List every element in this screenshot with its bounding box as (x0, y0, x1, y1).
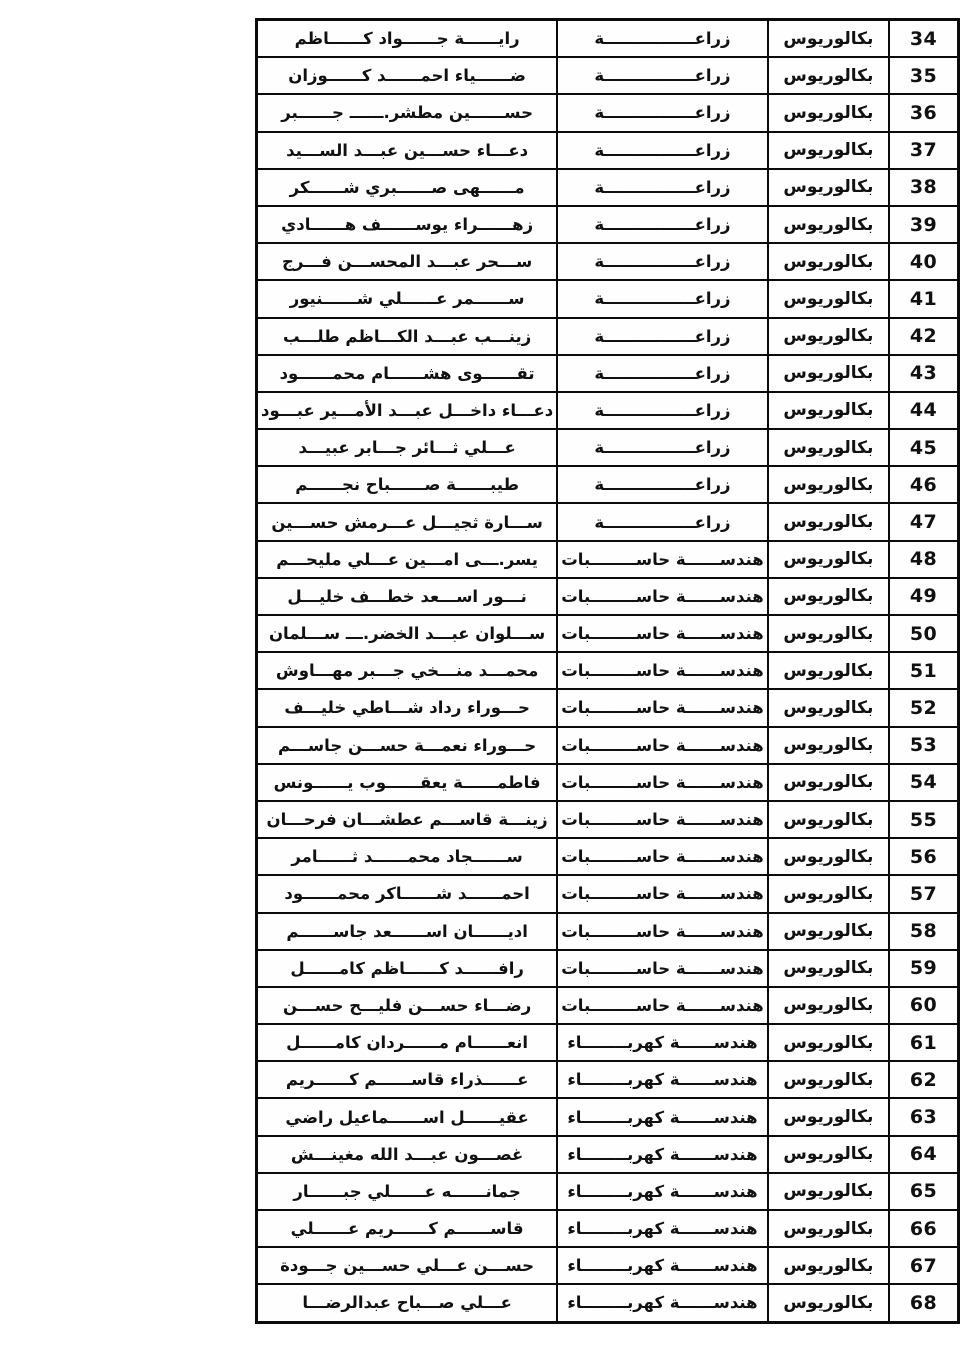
department-cell: زراعــــــــــــــــة (557, 132, 767, 169)
department-cell: زراعــــــــــــــــة (557, 318, 767, 355)
row-number-cell: 66 (889, 1210, 958, 1247)
student-name-cell: رايــــــة جــــــواد كــــــاظم (257, 20, 558, 58)
student-name-cell: حـــوراء نعمـــة حســـن جاســـم (257, 727, 558, 764)
student-name-cell: انعــــــام مــــــردان كامــــــل (257, 1024, 558, 1061)
table-row (257, 280, 959, 317)
table-row (257, 466, 959, 503)
table-row (257, 801, 959, 838)
student-name-cell: ضــــــياء احمــــــد كــــــوزان (257, 57, 558, 94)
degree-cell: بكالوريوس (768, 392, 889, 429)
table-row (257, 1284, 959, 1322)
department-cell: هندســــــة حاســــــــبات (557, 541, 767, 578)
student-name-cell: فاطمــــــة يعقــــــوب يــــــونس (257, 764, 558, 801)
row-number-cell: 40 (889, 243, 958, 280)
department-cell: هندســــــة كهربــــــــاء (557, 1098, 767, 1135)
row-number-cell: 59 (889, 950, 958, 987)
department-cell: هندســــــة حاســــــــبات (557, 578, 767, 615)
department-cell: زراعــــــــــــــــة (557, 429, 767, 466)
student-name-cell: رافــــــد كــــــاظم كامــــــل (257, 950, 558, 987)
department-cell: هندســــــة كهربــــــــاء (557, 1136, 767, 1173)
student-name-cell: حـــوراء رداد شـــاطي خليـــف (257, 689, 558, 726)
row-number-cell: 50 (889, 615, 958, 652)
table-row (257, 689, 959, 726)
department-cell: هندســــــة حاســــــــبات (557, 615, 767, 652)
department-cell: هندســــــة كهربــــــــاء (557, 1173, 767, 1210)
department-cell: زراعــــــــــــــــة (557, 20, 767, 58)
department-cell: هندســــــة حاســــــــبات (557, 838, 767, 875)
department-cell: زراعــــــــــــــــة (557, 243, 767, 280)
degree-cell: بكالوريوس (768, 503, 889, 540)
table-row (257, 355, 959, 392)
department-cell: هندســــــة كهربــــــــاء (557, 1024, 767, 1061)
degree-cell: بكالوريوس (768, 206, 889, 243)
table-row (257, 429, 959, 466)
department-cell: هندســــــة حاســــــــبات (557, 875, 767, 912)
degree-cell: بكالوريوس (768, 1284, 889, 1322)
row-number-cell: 58 (889, 913, 958, 950)
degree-cell: بكالوريوس (768, 652, 889, 689)
student-name-cell: زهــــــراء يوســــــف هــــــادي (257, 206, 558, 243)
table-row (257, 132, 959, 169)
department-cell: زراعــــــــــــــــة (557, 503, 767, 540)
table-row (257, 57, 959, 94)
row-number-cell: 52 (889, 689, 958, 726)
student-roster-table (255, 18, 960, 1324)
degree-cell: بكالوريوس (768, 280, 889, 317)
degree-cell: بكالوريوس (768, 169, 889, 206)
degree-cell: بكالوريوس (768, 875, 889, 912)
department-cell: هندســــــة كهربــــــــاء (557, 1284, 767, 1322)
roster-body (257, 20, 959, 1323)
department-cell: هندســــــة كهربــــــــاء (557, 1210, 767, 1247)
degree-cell: بكالوريوس (768, 541, 889, 578)
degree-cell: بكالوريوس (768, 615, 889, 652)
department-cell: هندســــــة حاســــــــبات (557, 913, 767, 950)
student-name-cell: عقيــــــل اســــــماعيل راضي (257, 1098, 558, 1135)
table-row (257, 169, 959, 206)
student-name-cell: زينـــة قاســـم عطشـــان فرحـــان (257, 801, 558, 838)
row-number-cell: 53 (889, 727, 958, 764)
student-name-cell: يسر.ـــى امـــين عـــلي مليحـــم (257, 541, 558, 578)
degree-cell: بكالوريوس (768, 764, 889, 801)
row-number-cell: 46 (889, 466, 958, 503)
table-row (257, 1098, 959, 1135)
row-number-cell: 49 (889, 578, 958, 615)
table-row (257, 392, 959, 429)
student-name-cell: مــــــهى صــــــبري شــــــكر (257, 169, 558, 206)
student-name-cell: دعـــاء داخـــل عبـــد الأمـــير عبـــود (257, 392, 558, 429)
student-name-cell: دعـــاء حســـين عبـــد الســـيد (257, 132, 558, 169)
row-number-cell: 56 (889, 838, 958, 875)
degree-cell: بكالوريوس (768, 132, 889, 169)
department-cell: هندســــــة حاســــــــبات (557, 652, 767, 689)
degree-cell: بكالوريوس (768, 838, 889, 875)
student-name-cell: حســــــين مطشر.ــــــ جــــــبر (257, 94, 558, 131)
department-cell: زراعــــــــــــــــة (557, 206, 767, 243)
row-number-cell: 62 (889, 1061, 958, 1098)
degree-cell: بكالوريوس (768, 20, 889, 58)
degree-cell: بكالوريوس (768, 1024, 889, 1061)
table-row (257, 94, 959, 131)
student-name-cell: ســـارة ثجيـــل عـــرمش حســـين (257, 503, 558, 540)
degree-cell: بكالوريوس (768, 950, 889, 987)
department-cell: هندســــــة حاســــــــبات (557, 987, 767, 1024)
department-cell: زراعــــــــــــــــة (557, 355, 767, 392)
degree-cell: بكالوريوس (768, 94, 889, 131)
table-row (257, 1061, 959, 1098)
student-name-cell: طيبــــــة صــــــباح نجــــــم (257, 466, 558, 503)
student-name-cell: عـــلي صـــباح عبدالرضـــا (257, 1284, 558, 1322)
degree-cell: بكالوريوس (768, 801, 889, 838)
row-number-cell: 47 (889, 503, 958, 540)
degree-cell: بكالوريوس (768, 578, 889, 615)
department-cell: زراعــــــــــــــــة (557, 280, 767, 317)
student-name-cell: تقــــــوى هشــــــام محمــــــود (257, 355, 558, 392)
row-number-cell: 35 (889, 57, 958, 94)
student-name-cell: حســـن عـــلي حســـين جـــودة (257, 1247, 558, 1284)
table-row (257, 318, 959, 355)
row-number-cell: 37 (889, 132, 958, 169)
degree-cell: بكالوريوس (768, 689, 889, 726)
student-name-cell: اديــــــان اســــــعد جاســــــم (257, 913, 558, 950)
table-row (257, 503, 959, 540)
department-cell: زراعــــــــــــــــة (557, 169, 767, 206)
row-number-cell: 42 (889, 318, 958, 355)
table-row (257, 1136, 959, 1173)
row-number-cell: 57 (889, 875, 958, 912)
department-cell: زراعــــــــــــــــة (557, 392, 767, 429)
student-name-cell: ســـلوان عبـــد الخضر.ـــ ســـلمان (257, 615, 558, 652)
row-number-cell: 45 (889, 429, 958, 466)
degree-cell: بكالوريوس (768, 429, 889, 466)
department-cell: هندســــــة حاســــــــبات (557, 764, 767, 801)
degree-cell: بكالوريوس (768, 1173, 889, 1210)
table-row (257, 615, 959, 652)
student-name-cell: محمـــد منـــخي جـــبر مهـــاوش (257, 652, 558, 689)
department-cell: هندســــــة كهربــــــــاء (557, 1061, 767, 1098)
degree-cell: بكالوريوس (768, 727, 889, 764)
row-number-cell: 60 (889, 987, 958, 1024)
table-row (257, 1173, 959, 1210)
row-number-cell: 67 (889, 1247, 958, 1284)
degree-cell: بكالوريوس (768, 1061, 889, 1098)
row-number-cell: 54 (889, 764, 958, 801)
degree-cell: بكالوريوس (768, 318, 889, 355)
table-row (257, 1210, 959, 1247)
row-number-cell: 48 (889, 541, 958, 578)
degree-cell: بكالوريوس (768, 1098, 889, 1135)
student-name-cell: عـــلي ثـــائر جـــابر عبيـــد (257, 429, 558, 466)
table-row (257, 987, 959, 1024)
row-number-cell: 64 (889, 1136, 958, 1173)
student-name-cell: نـــور اســـعد خطـــف خليـــل (257, 578, 558, 615)
table-row (257, 541, 959, 578)
table-row (257, 1247, 959, 1284)
table-row (257, 950, 959, 987)
table-row (257, 243, 959, 280)
student-name-cell: ســــــمر عــــــلي شــــــنيور (257, 280, 558, 317)
degree-cell: بكالوريوس (768, 987, 889, 1024)
table-row (257, 727, 959, 764)
department-cell: هندســــــة حاســــــــبات (557, 950, 767, 987)
table-row (257, 1024, 959, 1061)
department-cell: هندســــــة كهربــــــــاء (557, 1247, 767, 1284)
student-name-cell: احمــــــد شــــــاكر محمــــــود (257, 875, 558, 912)
degree-cell: بكالوريوس (768, 1247, 889, 1284)
student-name-cell: عــــــذراء قاســــــم كــــــريم (257, 1061, 558, 1098)
department-cell: زراعــــــــــــــــة (557, 94, 767, 131)
department-cell: زراعــــــــــــــــة (557, 57, 767, 94)
degree-cell: بكالوريوس (768, 57, 889, 94)
table-row (257, 652, 959, 689)
degree-cell: بكالوريوس (768, 1210, 889, 1247)
student-name-cell: غصـــون عبـــد الله مغينـــش (257, 1136, 558, 1173)
table-row (257, 875, 959, 912)
row-number-cell: 43 (889, 355, 958, 392)
row-number-cell: 55 (889, 801, 958, 838)
row-number-cell: 51 (889, 652, 958, 689)
table-row (257, 838, 959, 875)
row-number-cell: 34 (889, 20, 958, 58)
department-cell: هندســــــة حاســــــــبات (557, 727, 767, 764)
table-row (257, 578, 959, 615)
student-name-cell: ســـحر عبـــد المحســـن فـــرج (257, 243, 558, 280)
degree-cell: بكالوريوس (768, 355, 889, 392)
row-number-cell: 68 (889, 1284, 958, 1322)
row-number-cell: 36 (889, 94, 958, 131)
row-number-cell: 39 (889, 206, 958, 243)
row-number-cell: 65 (889, 1173, 958, 1210)
table-row (257, 764, 959, 801)
student-name-cell: رضـــاء حســـن فليـــح حســـن (257, 987, 558, 1024)
table-row (257, 20, 959, 58)
student-name-cell: زينـــب عبـــد الكـــاظم طلـــب (257, 318, 558, 355)
row-number-cell: 41 (889, 280, 958, 317)
student-name-cell: جمانــــــه عــــــلي جبــــــار (257, 1173, 558, 1210)
student-name-cell: ســــــجاد محمــــــد ثــــــامر (257, 838, 558, 875)
degree-cell: بكالوريوس (768, 243, 889, 280)
department-cell: هندســــــة حاســــــــبات (557, 801, 767, 838)
degree-cell: بكالوريوس (768, 466, 889, 503)
degree-cell: بكالوريوس (768, 1136, 889, 1173)
row-number-cell: 38 (889, 169, 958, 206)
department-cell: هندســــــة حاســــــــبات (557, 689, 767, 726)
table-row (257, 913, 959, 950)
department-cell: زراعــــــــــــــــة (557, 466, 767, 503)
row-number-cell: 44 (889, 392, 958, 429)
degree-cell: بكالوريوس (768, 913, 889, 950)
table-row (257, 206, 959, 243)
row-number-cell: 61 (889, 1024, 958, 1061)
row-number-cell: 63 (889, 1098, 958, 1135)
student-name-cell: قاســــــم كــــــريم عــــــلي (257, 1210, 558, 1247)
